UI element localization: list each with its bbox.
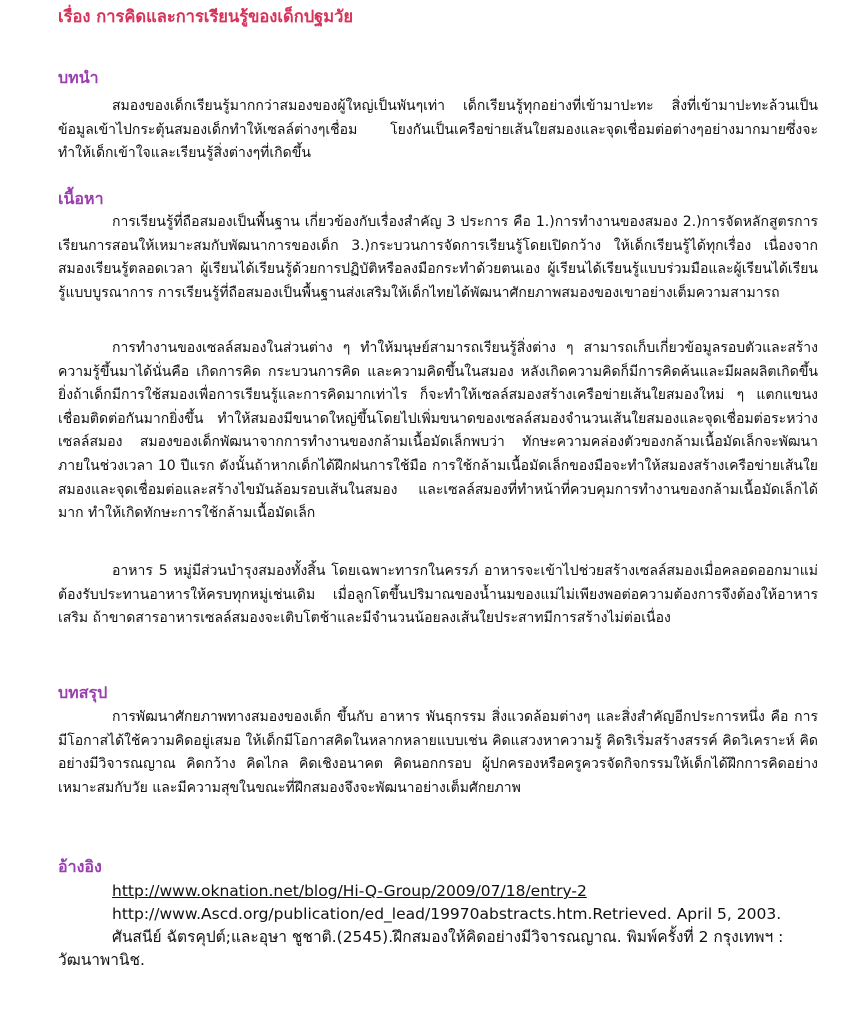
intro-heading: บทนำ bbox=[58, 68, 99, 87]
document-title: เรื่อง การคิดและการเรียนรู้ของเด็กปฐมวัย bbox=[58, 7, 354, 26]
reference-link-oknation[interactable]: http://www.oknation.net/blog/Hi-Q-Group/2009/07/18/entry-2 bbox=[112, 882, 587, 900]
references-list bbox=[58, 880, 818, 972]
content-heading: เนื้อหา bbox=[58, 189, 104, 208]
conclusion-heading: บทสรุป bbox=[58, 683, 108, 702]
intro-paragraph: สมองของเด็กเรียนรู้มากกว่าสมองของผู้ใหญ่เป็นพันๆเท่า เด็กเรียนรู้ทุกอย่างที่เข้ามาปะทะ สิ่งที่เข้ามาปะทะล้วนเป็นข้อมูลเข้าไปกระตุ้นสมองเด็กทำให้เซลล์ต่างๆเชื่อม โยงกันเป็นเครือข่ายเส้นใยสมองและจุดเชื่อมต่อต่างๆอย่างมากมายซึ่งจะทำให้เด็กเข้าใจและเรียนรู้สิ่งต่างๆที่เกิดขึ้น bbox=[58, 98, 818, 162]
reference-item-book: ศันสนีย์ ฉัตรคุปต์;และอุษา ชูชาติ.(2545).ฝึกสมองให้คิดอย่างมีวิจารณญาณ. พิมพ์ครั้งที่ 2 กรุงเทพฯ : วัฒนาพานิช. bbox=[58, 928, 784, 969]
references-heading: อ้างอิง bbox=[58, 857, 102, 876]
content-paragraph-1: การเรียนรู้ที่ถือสมองเป็นพื้นฐาน เกี่ยวข้องกับเรื่องสำคัญ 3 ประการ คือ 1.)การทำงานของสมอง 2.)การจัดหลักสูตรการเรียนการสอนให้เหมาะสมกับพัฒนาการของเด็ก 3.)กระบวนการจัดการเรียนรู้โดยเปิดกว้าง ให้เด็กเรียนรู้ได้ทุกเรื่อง เนื่องจากสมองเรียนรู้ตลอดเวลา ผู้เรียนได้เรียนรู้ด้วยการปฏิบัติหรือลงมือกระทำด้วยตนเอง ผู้เรียนได้เรียนรู้แบบร่วมมือและผู้เรียนได้เรียนรู้แบบบูรณาการ การเรียนรู้ที่ถือสมองเป็นพื้นฐานส่งเสริมให้เด็กไทยได้พัฒนาศักยภาพสมองของเขาอย่างเต็มความสามารถ bbox=[58, 214, 818, 301]
content-paragraph-3: อาหาร 5 หมู่มีส่วนบำรุงสมองทั้งสิ้น โดยเฉพาะทารกในครรภ์ อาหารจะเข้าไปช่วยสร้างเซลล์สมองเมื่อคลอดออกมาแม่ต้องรับประทานอาหารให้ครบทุกหมู่เช่นเดิม เมื่อลูกโตขึ้นปริมาณของน้ำนมของแม่ไม่เพียงพอต่อความต้องการจึงต้องให้อาหารเสริม ถ้าขาดสารอาหารเซลล์สมองจะเติบโตช้าและมีจำนวนน้อยลงเส้นใยประสาทมีการสร้างไม่ต่อเนื่อง bbox=[58, 563, 818, 627]
conclusion-paragraph: การพัฒนาศักยภาพทางสมองของเด็ก ขึ้นกับ อาหาร พันธุกรรม สิ่งแวดล้อมต่างๆ และสิ่งสำคัญอีกประการหนึ่ง คือ การมีโอกาสได้ใช้ความคิดอยู่เสมอ ให้เด็กมีโอกาสคิดในหลากหลายแบบเช่น คิดแสวงหาความรู้ คิดริเริ่มสร้างสรรค์ คิดวิเคราะห์ คิดอย่างมีวิจารณญาณ คิดกว้าง คิดไกล คิดเชิงอนาคต คิดนอกกรอบ ผู้ปกครองหรือครูควรจัดกิจกรรมให้เด็กได้ฝึกการคิดอย่างเหมาะสมกับวัย และมีความสุขในขณะที่ฝึกสมองจึงจะพัฒนาอย่างเต็มศักยภาพ bbox=[58, 709, 818, 796]
content-paragraph-2: การทำงานของเซลล์สมองในส่วนต่าง ๆ ทำให้มนุษย์สามารถเรียนรู้สิ่งต่าง ๆ สามารถเก็บเกี่ยวข้อมูลรอบตัวและสร้างความรู้ขึ้นมาได้นั่นคือ เกิดการคิด กระบวนการคิด และความคิดขึ้นในสมอง หลังเกิดความคิดก็มีการคิดค้นและมีผลผลิตเกิดขึ้น ยิ่งถ้าเด็กมีการใช้สมองเพื่อการเรียนรู้และการคิดมากเท่าไร ก็จะทำให้เซลล์สมองสร้างเครือข่ายเส้นใยสมองใหม่ ๆ แตกแขนงเชื่อมติดต่อกันมากยิ่งขึ้น ทำให้สมองมีขนาดใหญ่ขึ้นโดยไปเพิ่มขนาดของเซลล์สมองจำนวนเส้นใยสมองและจุดเชื่อมต่อระหว่างเซลล์สมอง สมองของเด็กพัฒนาจากการทำงานของกล้ามเนื้อมัดเล็กพบว่า ทักษะความคล่องตัวของกล้ามเนื้อมัดเล็กจะพัฒนาภายในช่วงเวลา 10 ปีแรก ดังนั้นถ้าหากเด็กได้ฝึกฝนการใช้มือ การใช้กล้ามเนื้อมัดเล็กของมือจะทำให้สมองสร้างเครือข่ายเส้นใยสมองและจุดเชื่อมต่อและสร้างไขมันล้อมรอบเส้นในสมอง และเซลล์สมองที่ทำหน้าที่ควบคุมการทำงานของกล้ามเนื้อมัดเล็กได้มาก ทำให้เกิดทักษะการใช้กล้ามเนื้อมัดเล็ก bbox=[58, 340, 818, 522]
reference-item-ascd: http://www.Ascd.org/publication/ed_lead/19970abstracts.htm.Retrieved. April 5, 2003. bbox=[112, 905, 782, 923]
